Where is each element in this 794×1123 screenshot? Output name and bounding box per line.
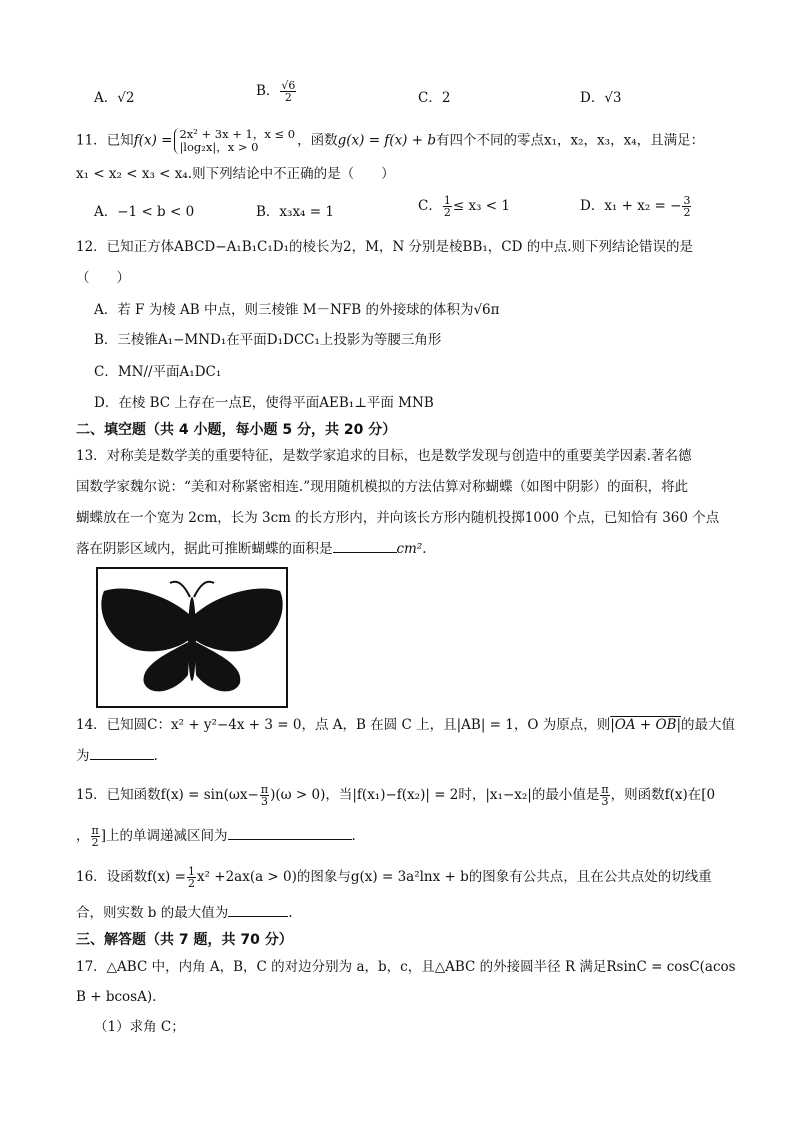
q12-option-d: D．在棱 BC 上存在一点E，使得平面AEB₁⊥平面 MNB: [94, 395, 434, 411]
q14-line2: 为 .: [76, 748, 158, 764]
q10-option-b: B． $\frac{√6}{2}$: [256, 79, 296, 104]
q13-line2: 国数学家魏尔说：“美和对称紧密相连.”现用随机模拟的方法估算对称蝴蝶（如图中阴影）的面积，将此: [76, 479, 689, 495]
q17-part1: （1）求角 C；: [94, 1019, 185, 1035]
butterfly-icon: [98, 569, 286, 706]
q15-line1: 15．已知函数f(x) = sin(ωx− $\frac{\pi}{3}$ )(ω > 0)，当|f(x₁)−f(x₂)| = 2时，|x₁−x₂|的最小值是 $\frac{\pi}{3}$ ，则函数f(x)在[0: [76, 783, 716, 808]
q12-option-b: B．三棱锥A₁−MND₁在平面D₁DCC₁上投影为等腰三角形: [94, 332, 442, 348]
q11-option-b: B．x₃x₄ = 1: [256, 204, 334, 220]
q10-option-a: A．√2: [94, 90, 135, 106]
q17-line1: 17．△ABC 中，内角 A，B，C 的对边分别为 a，b，c，且△ABC 的外接圆半径 R 满足RsinC = cosC(acos: [76, 959, 736, 975]
section-solution-title: 三、解答题（共 7 题，共 70 分）: [76, 932, 293, 948]
q13-answer-blank: [333, 540, 397, 553]
q16-line2: 合，则实数 b 的最大值为 .: [76, 905, 293, 921]
q10-option-d: D．√3: [580, 90, 622, 106]
q11-option-c: C． $\frac{1}{2}$ ≤ x₃ < 1: [418, 194, 510, 219]
q14-line1: 14．已知圆C：x² + y²−4x + 3 = 0，点 A，B 在圆 C 上，且|AB| = 1，O 为原点，则|OA + OB|的最大值: [76, 717, 736, 733]
q12-option-a: A．若 F 为棱 AB 中点，则三棱锥 M－NFB 的外接球的体积为√6π: [94, 302, 500, 318]
q15-line2: ， $\frac{\pi}{2}$ ]上的单调递减区间为 .: [76, 824, 356, 849]
q13-line1: 13．对称美是数学美的重要特征，是数学家追求的目标，也是数学发现与创造中的重要美学因素.著名德: [76, 448, 692, 464]
q16-answer-blank: [228, 904, 288, 917]
q15-answer-blank: [228, 827, 352, 840]
q10-option-c: C．2: [418, 90, 451, 106]
butterfly-figure: [96, 567, 288, 708]
section-fill-in-title: 二、填空题（共 4 小题，每小题 5 分，共 20 分）: [76, 422, 397, 438]
q12-option-c: C．MN//平面A₁DC₁: [94, 364, 222, 380]
q11-stem-line2: x₁ < x₂ < x₃ < x₄.则下列结论中不正确的是（ ）: [76, 166, 395, 182]
q14-answer-blank: [90, 747, 154, 760]
q12-stem-line2: （ ）: [76, 270, 130, 286]
q12-stem-line1: 12．已知正方体ABCD−A₁B₁C₁D₁的棱长为2，M，N 分别是棱BB₁，CD 的中点.则下列结论错误的是: [76, 239, 694, 255]
q11-option-d: D．x₁ + x₂ = − $\frac{3}{2}$: [580, 194, 691, 219]
q13-line3: 蝴蝶放在一个宽为 2cm，长为 3cm 的长方形内，并向该长方形内随机投掷1000 个点，已知恰有 360 个点: [76, 510, 720, 526]
q11-option-a: A．−1 < b < 0: [94, 204, 195, 220]
q13-line4: 落在阴影区域内，据此可推断蝴蝶的面积是 cm².: [76, 541, 427, 557]
q11-stem-line1: 11．已知f(x) = 2x² + 3x + 1，x ≤ 0 |log₂x|，x > 0 ，函数g(x) = f(x) + b有四个不同的零点x₁，x₂，x₃，x₄，且满足：: [76, 127, 705, 154]
q17-line2: B + bcosA).: [76, 989, 157, 1005]
q16-line1: 16．设函数f(x) = $\frac{1}{2}$ x² +2ax(a > 0)的图象与g(x) = 3a²lnx + b的图象有公共点，且在公共点处的切线重: [76, 865, 712, 890]
